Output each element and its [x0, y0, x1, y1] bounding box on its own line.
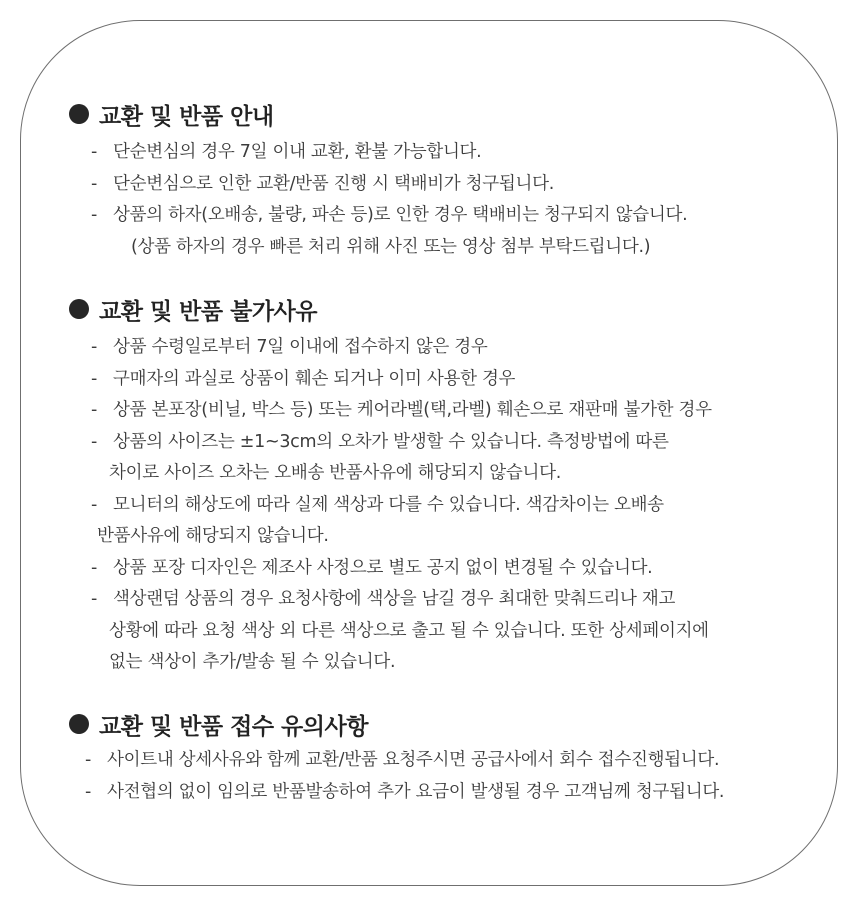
section-title: 교환 및 반품 접수 유의사항 [99, 713, 368, 740]
bullet-dot-icon [69, 714, 89, 734]
info-card [20, 20, 838, 886]
list-item: - 사이트내 상세사유와 함께 교환/반품 요청주시면 공급사에서 회수 접수진행됩니다. [85, 750, 720, 770]
list-item: - 상품의 사이즈는 ±1~3cm의 오차가 발생할 수 있습니다. 측정방법에 따른 차이로 사이즈 오차는 오배송 반품사유에 해당되지 않습니다. [91, 431, 669, 483]
list-item: - 상품 본포장(비닐, 박스 등) 또는 케어라벨(택,라벨) 훼손으로 재판매 불가한 경우 [91, 400, 712, 420]
list-item: - 색상랜덤 상품의 경우 요청사항에 색상을 남길 경우 최대한 맞춰드리나 재고 상황에 따라 요청 색상 외 다른 색상으로 출고 될 수 있습니다. 또한 상세페이지에 없는 색상이 추가/발송 될 수 있습니다. [91, 589, 709, 672]
list-item: - 사전협의 없이 임의로 반품발송하여 추가 요금이 발생될 경우 고객님께 청구됩니다. [85, 781, 725, 802]
list-item: - 상품 수령일로부터 7일 이내에 접수하지 않은 경우 [91, 337, 488, 357]
section-title: 교환 및 반품 불가사유 [99, 298, 317, 325]
item-list [85, 745, 837, 808]
section-title: 교환 및 반품 안내 [99, 103, 274, 130]
section-exchange-guide [69, 99, 837, 263]
note-text: (상품 하자의 경우 빠른 처리 위해 사진 또는 영상 첨부 부탁드립니다.) [131, 236, 651, 257]
list-item: - 모니터의 해상도에 따라 실제 색상과 다를 수 있습니다. 색감차이는 오배송 반품사유에 해당되지 않습니다. [91, 494, 664, 546]
list-item: - 단순변심의 경우 7일 이내 교환, 환불 가능합니다. [91, 142, 482, 162]
section-exchange-notes [69, 709, 837, 808]
list-item: - 상품 포장 디자인은 제조사 사정으로 별도 공지 없이 변경될 수 있습니다. [91, 557, 653, 578]
item-list [91, 137, 837, 263]
section-heading [69, 294, 837, 324]
section-exchange-restrictions [69, 294, 837, 679]
section-heading [69, 99, 837, 129]
section-heading [69, 709, 837, 739]
item-list [91, 332, 837, 679]
list-item: - 단순변심으로 인한 교환/반품 진행 시 택배비가 청구됩니다. [91, 173, 554, 194]
list-item: - 구매자의 과실로 상품이 훼손 되거나 이미 사용한 경우 [91, 368, 516, 389]
bullet-dot-icon [69, 104, 89, 124]
bullet-dot-icon [69, 299, 89, 319]
list-item: - 상품의 하자(오배송, 불량, 파손 등)로 인한 경우 택배비는 청구되지 않습니다. (상품 하자의 경우 빠른 처리 위해 사진 또는 영상 첨부 부탁드립니다.) [91, 200, 837, 263]
